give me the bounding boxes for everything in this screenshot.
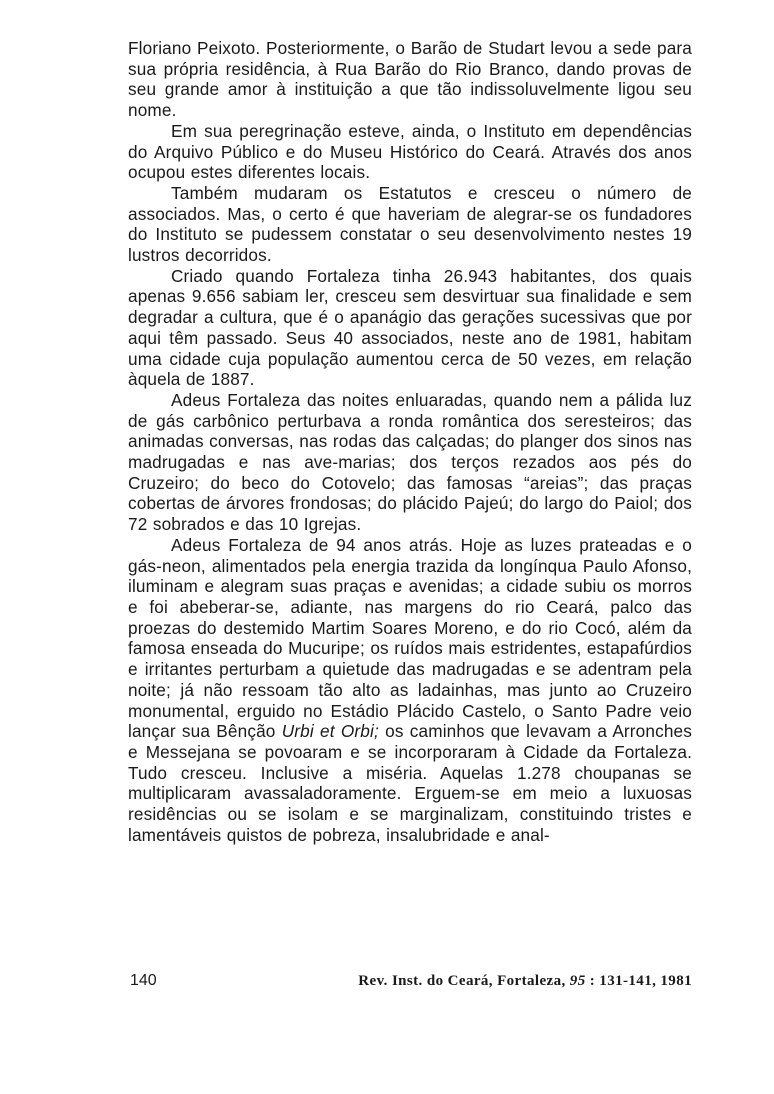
paragraph-5: Adeus Fortaleza das noites enluaradas, quando nem a pálida luz de gás carbônico perturbava a ronda romântica dos seresteiros; das animadas conversas, nas rodas das calçadas; do planger dos sinos nas madrugadas e nas ave-marias; dos terços rezados aos pés do Cruzeiro; do beco do Cotovelo; das famosas “areias”; das praças cobertas de árvores frondosas; do plácido Pajeú; do largo do Paiol; dos 72 sobrados e das 10 Igrejas. (128, 389, 692, 535)
document-page (128, 0, 692, 1094)
paragraph-1: Floriano Peixoto. Posteriormente, o Barão de Studart levou a sede para sua própria residência, à Rua Barão do Rio Branco, dando provas de seu grande amor à instituição a que tão indissoluvelmente ligou seu nome. (128, 38, 692, 121)
page-number: 140 (130, 972, 157, 989)
paragraph-4: Criado quando Fortaleza tinha 26.943 habitantes, dos quais apenas 9.656 sabiam ler, cresceu sem desvirtuar sua finalidade e sem degradar a cultura, que é o apanágio das gerações sucessivas que por aqui têm passado. Seus 40 associados, neste ano de 1981, habitam uma cidade cuja população aumentou cerca de 50 vezes, em relação àquela de 1887. (128, 265, 692, 390)
paragraph-6: Adeus Fortaleza de 94 anos atrás. Hoje as luzes prateadas e o gás-neon, alimentados pela energia trazida da longínqua Paulo Afonso, iluminam e alegram suas praças e avenidas; a cidade subiu os morros e foi abeberar-se, adiante, nas margens do rio Ceará, palco das proezas do destemido Martim Soares Moreno, e do rio Cocó, além da famosa enseada do Mucuripe; os ruídos mais estridentes, estapafúrdios e irritantes perturbam a quietude das madrugadas e se adentram pela noite; já não ressoam tão alto as ladainhas, mas junto ao Cruzeiro monumental, erguido no Estádio Plácido Castelo, o Santo Padre veio lançar sua Bênção Urbi et Orbi; os caminhos que levavam a Arronches e Messejana se povoaram e se incorporaram à Cidade da Fortaleza. Tudo cresceu. Inclusive a miséria. Aquelas 1.278 choupanas se multiplicaram avassaladoramente. Erguem-se em meio a luxuosas residências ou se isolam e se marginalizam, constituindo tristes e lamentáveis quistos de pobreza, insalubridade e anal- (128, 534, 693, 845)
paragraph-2: Em sua peregrinação esteve, ainda, o Instituto em dependências do Arquivo Público e do Museu Histórico do Ceará. Através dos anos ocupou estes diferentes locais. (128, 120, 692, 183)
italic-phrase: Urbi et Orbi; (281, 721, 379, 742)
body-text (128, 38, 692, 845)
page-footer (128, 970, 692, 994)
journal-citation: Rev. Inst. do Ceará, Fortaleza, 95 : 131-141, 1981 (358, 973, 692, 989)
citation-volume: 95 (569, 973, 586, 989)
paragraph-3: Também mudaram os Estatutos e cresceu o número de associados. Mas, o certo é que haveriam de alegrar-se os fundadores do Instituto se pudessem constatar o seu desenvolvimento nestes 19 lustros decorridos. (128, 182, 692, 266)
